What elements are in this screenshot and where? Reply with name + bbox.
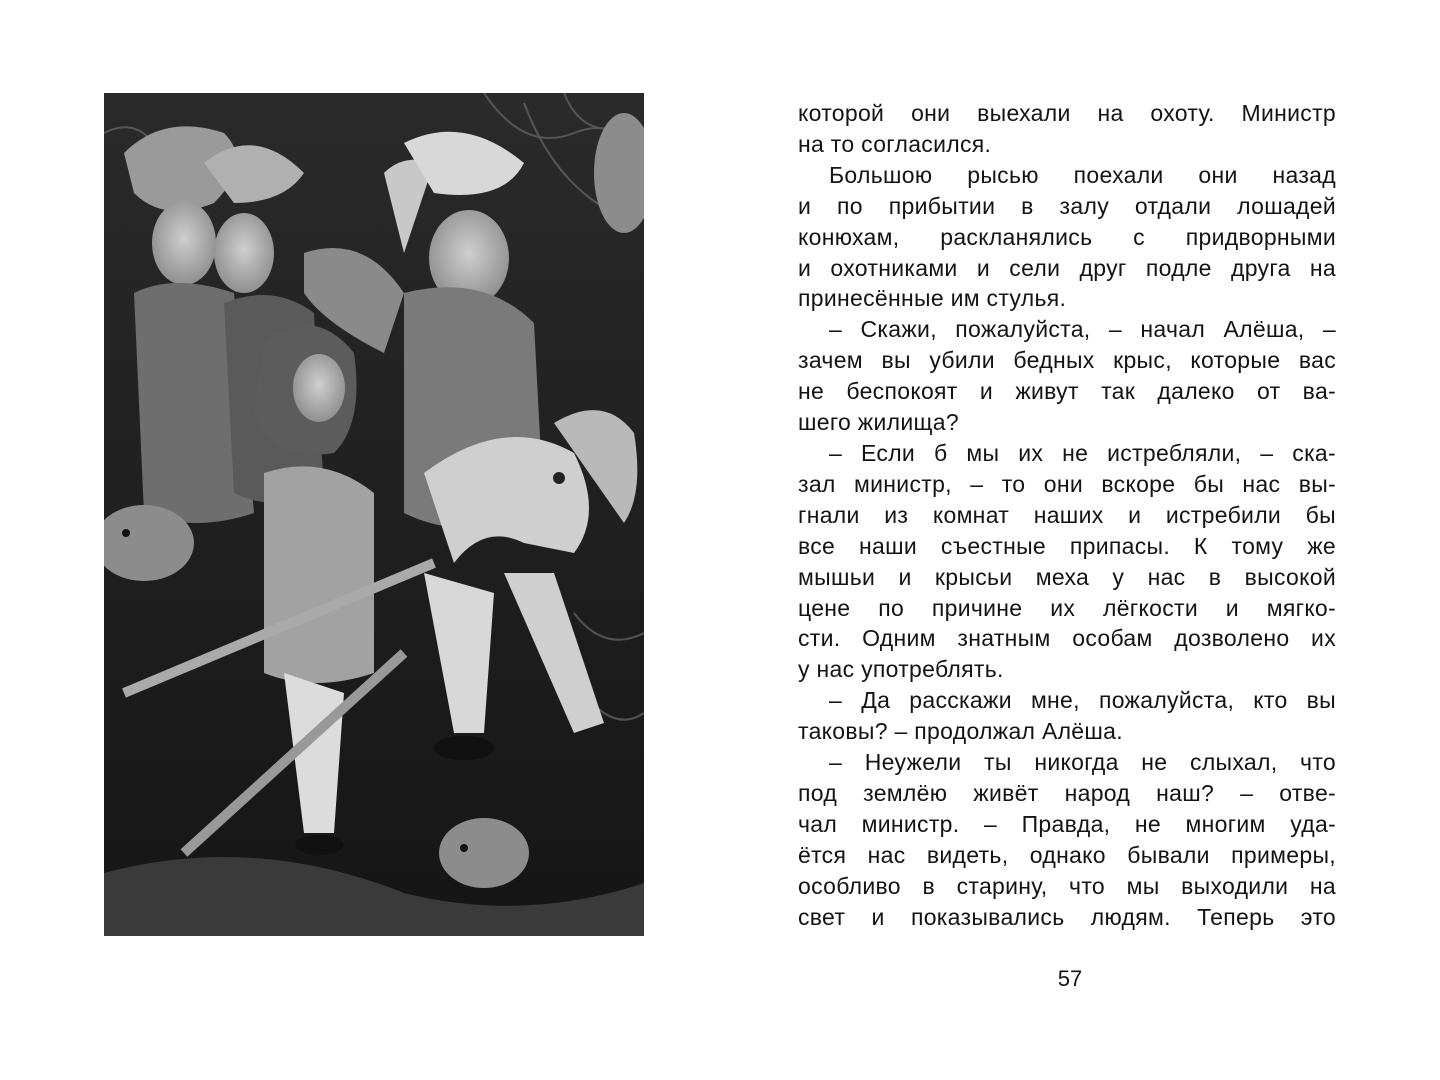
paragraph-2-line-5 bbox=[798, 283, 1336, 314]
paragraph-2-line-3 bbox=[798, 222, 1336, 253]
paragraph-4-line-4 bbox=[798, 531, 1336, 562]
line: ётся нас видеть, однако бывали примеры, bbox=[798, 841, 1336, 868]
paragraph-4-line-8 bbox=[798, 654, 1336, 685]
line: которой они выехали на охоту. Министр bbox=[798, 100, 1336, 126]
line: – Если б мы их не истребляли, – ска- bbox=[829, 439, 1336, 466]
line: конюхам, раскланялись с придворными bbox=[798, 223, 1336, 250]
paragraph-6-line-1 bbox=[798, 747, 1336, 778]
illustration-image bbox=[104, 93, 644, 936]
line: зачем вы убили бедных крыс, которые вас bbox=[798, 347, 1336, 374]
line: – Скажи, пожалуйста, – начал Алёша, – bbox=[829, 316, 1336, 343]
paragraph-3-line-2 bbox=[798, 345, 1336, 376]
text-column bbox=[798, 98, 1336, 932]
line: таковы? – продолжал Алёша. bbox=[798, 718, 1123, 745]
line: гнали из комнат наших и истребили бы bbox=[798, 501, 1336, 528]
line: под землёю живёт народ наш? – отве- bbox=[798, 779, 1336, 806]
line: чал министр. – Правда, не многим уда- bbox=[798, 810, 1336, 837]
paragraph-3-line-4 bbox=[798, 407, 1336, 438]
line: сти. Одним знатным особам дозволено их bbox=[798, 625, 1336, 652]
paragraph-6-line-5 bbox=[798, 871, 1336, 902]
line: Большою рысью поехали они назад bbox=[829, 161, 1336, 188]
paragraph-2-line-4 bbox=[798, 253, 1336, 284]
paragraph-2-line-1 bbox=[798, 160, 1336, 191]
line: принесённые им стулья. bbox=[798, 285, 1067, 312]
line: мышьи и крысьи меха у нас в высокой bbox=[798, 563, 1336, 590]
line: и охотниками и сели друг подле друга на bbox=[798, 254, 1336, 281]
paragraph-5-line-1 bbox=[798, 685, 1336, 716]
paragraph-6-line-4 bbox=[798, 840, 1336, 871]
paragraph-4-line-1 bbox=[798, 438, 1336, 469]
line: цене по причине их лёгкости и мягко- bbox=[798, 594, 1336, 621]
line: не беспокоят и живут так далеко от ва- bbox=[798, 378, 1336, 405]
paragraph-6-line-2 bbox=[798, 778, 1336, 809]
paragraph-4-line-7 bbox=[798, 623, 1336, 654]
line: – Да расскажи мне, пожалуйста, кто вы bbox=[829, 687, 1336, 714]
paragraph-2-line-2 bbox=[798, 191, 1336, 222]
paragraph-4-line-5 bbox=[798, 562, 1336, 593]
line: особливо в старину, что мы выходили на bbox=[798, 872, 1336, 899]
paragraph-3-line-3 bbox=[798, 376, 1336, 407]
line: свет и показывались людям. Теперь это bbox=[798, 903, 1336, 930]
paragraph-1 bbox=[798, 98, 1336, 129]
line: и по прибытии в залу отдали лошадей bbox=[798, 192, 1336, 219]
line: зал министр, – то они вскоре бы нас вы- bbox=[798, 470, 1336, 497]
line: у нас употреблять. bbox=[798, 656, 1004, 683]
paragraph-4-line-3 bbox=[798, 500, 1336, 531]
line: на то согласился. bbox=[798, 130, 992, 157]
line: шего жилища? bbox=[798, 409, 959, 436]
illustration-drawing bbox=[104, 93, 644, 936]
line: – Неужели ты никогда не слыхал, что bbox=[829, 749, 1336, 776]
paragraph-4-line-2 bbox=[798, 469, 1336, 500]
paragraph-1-end bbox=[798, 129, 1336, 160]
page-number: 57 bbox=[1057, 966, 1083, 991]
paragraph-6-line-3 bbox=[798, 809, 1336, 840]
paragraph-5-line-2 bbox=[798, 716, 1336, 747]
paragraph-4-line-6 bbox=[798, 593, 1336, 624]
paragraph-6-line-6 bbox=[798, 902, 1336, 933]
line: все наши съестные припасы. К тому же bbox=[798, 532, 1336, 559]
paragraph-3-line-1 bbox=[798, 314, 1336, 345]
